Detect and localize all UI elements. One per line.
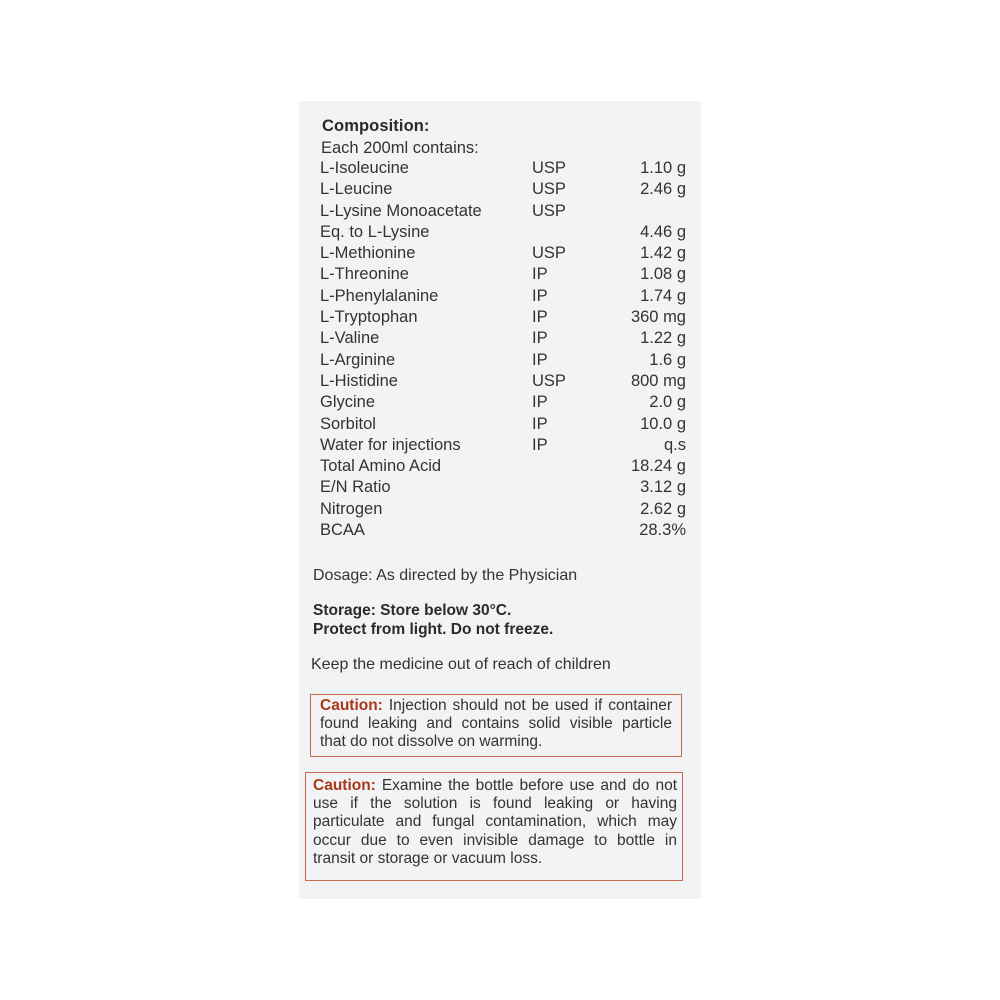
ingredient-grade: USP [532,201,566,220]
composition-row [312,244,690,265]
composition-row [312,287,690,308]
ingredient-grade: IP [532,414,548,433]
composition-row [312,265,690,286]
ingredient-quantity: 360 mg [630,308,686,327]
composition-row [312,500,690,521]
ingredient-quantity: 1.22 g [640,329,686,348]
composition-row [312,457,690,478]
ingredient-quantity: 10.0 g [640,414,686,433]
ingredient-grade: IP [532,329,548,348]
ingredient-name: Nitrogen [320,499,383,518]
ingredient-name: Glycine [320,393,376,412]
storage-line-1: Storage: Store below 30°C. [313,602,512,619]
caution-text: Injection should not be used if container found leaking and contains solid visible particle that do not dissolve on warming. [320,697,672,750]
ingredient-grade: IP [532,350,548,369]
ingredient-quantity: 18.24 g [630,457,686,476]
ingredient-name: L-Histidine [320,371,398,390]
dosage-text: Dosage: As directed by the Physician [313,567,578,584]
caution-box-bottle [305,772,683,881]
composition-row [312,308,690,329]
ingredient-name: L-Valine [320,329,380,348]
ingredient-quantity: 2.0 g [649,393,686,412]
ingredient-name: BCAA [320,521,365,540]
storage-line-2: Protect from light. Do not freeze. [313,621,554,638]
ingredient-quantity: 2.62 g [640,499,686,518]
composition-row [312,478,690,499]
ingredient-name: Eq. to L-Lysine [320,222,430,241]
caution-box-injection [310,694,682,757]
composition-row [312,415,690,436]
composition-subheading: Each 200ml contains: [321,139,479,157]
composition-row [312,393,690,414]
ingredient-quantity: 800 mg [630,371,686,390]
caution-label: Caution: [320,697,383,714]
ingredient-name: L-Phenylalanine [320,286,439,305]
composition-row [312,521,690,542]
ingredient-quantity: 1.08 g [640,265,686,284]
caution-text: Examine the bottle before use and do not use if the solution is found leaking or having particulate and fungal contamination, which may occur due to even invisible damage to bottle in transit or storage or vacuum loss. [313,777,677,867]
ingredient-quantity: q.s [663,435,686,454]
ingredient-quantity: 1.42 g [640,244,686,263]
ingredient-name: L-Tryptophan [320,308,418,327]
composition-row [312,351,690,372]
ingredient-quantity: 1.74 g [640,286,686,305]
composition-heading: Composition: [322,117,430,135]
ingredient-quantity: 1.6 g [649,350,686,369]
ingredient-grade: USP [532,371,566,390]
storage-block [313,601,553,639]
composition-row [312,159,690,180]
ingredient-quantity: 2.46 g [640,180,686,199]
ingredient-quantity: 4.46 g [640,222,686,241]
ingredient-name: L-Isoleucine [320,159,409,177]
ingredient-grade: USP [532,244,566,263]
ingredient-grade: IP [532,435,548,454]
ingredient-name: L-Methionine [320,244,416,263]
composition-row [312,223,690,244]
composition-row [312,372,690,393]
ingredient-name: Water for injections [320,435,461,454]
ingredient-name: L-Leucine [320,180,393,199]
ingredient-grade: IP [532,286,548,305]
composition-table [312,159,690,542]
ingredient-name: L-Lysine Monoacetate [320,201,482,220]
ingredient-name: Total Amino Acid [320,457,442,476]
ingredient-name: L-Arginine [320,350,396,369]
composition-row [312,202,690,223]
ingredient-grade: IP [532,265,548,284]
ingredient-grade: USP [532,180,566,199]
keep-out-of-reach-text: Keep the medicine out of reach of children [311,656,611,673]
ingredient-grade: IP [532,308,548,327]
ingredient-name: E/N Ratio [320,478,391,497]
ingredient-grade: USP [532,159,566,177]
ingredient-quantity: 3.12 g [640,478,686,497]
ingredient-quantity: 1.10 g [640,159,686,177]
composition-row [312,329,690,350]
composition-row [312,180,690,201]
ingredient-quantity: 28.3% [639,521,686,540]
caution-label: Caution: [313,777,376,794]
ingredient-name: L-Threonine [320,265,409,284]
ingredient-grade: IP [532,393,548,412]
composition-row [312,436,690,457]
ingredient-name: Sorbitol [320,414,376,433]
